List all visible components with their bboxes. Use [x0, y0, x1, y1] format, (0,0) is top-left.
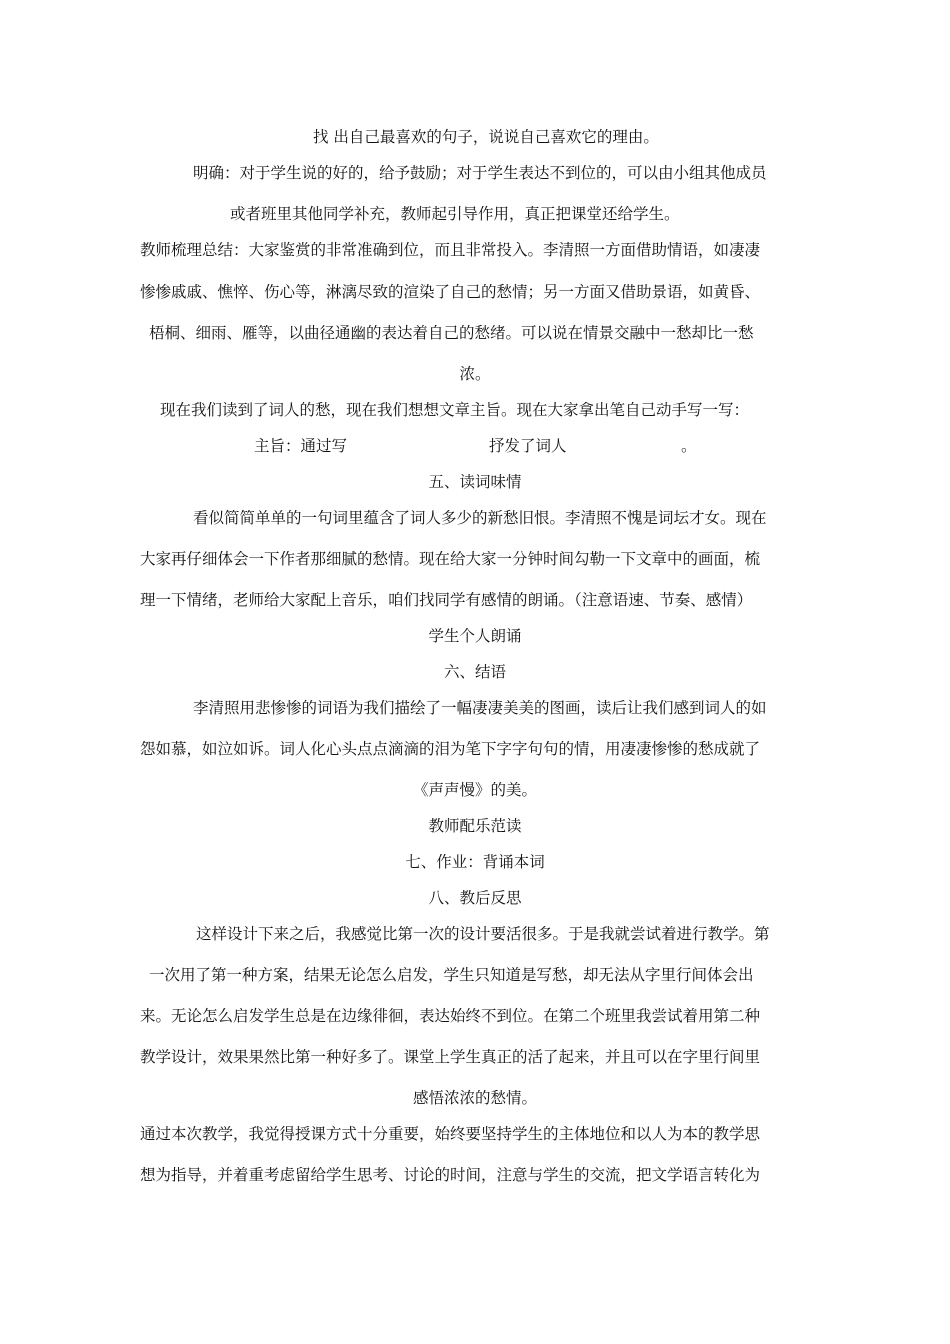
section-heading: 六、结语: [443, 663, 506, 681]
section-heading: 八、教后反思: [428, 889, 522, 907]
paragraph-line: 教学设计，效果果然比第一种好多了。课堂上学生真正的活了起来，并且可以在字里行间里: [140, 1048, 761, 1066]
paragraph-line: 学生个人朗诵: [428, 627, 522, 645]
paragraph-line: 大家再仔细体会一下作者那细腻的愁情。现在给大家一分钟时间勾勒一下文章中的画面，梳: [140, 550, 761, 568]
paragraph-line: 找 出自己最喜欢的句子，说说自己喜欢它的理由。: [313, 128, 659, 146]
paragraph-line: 教师梳理总结：大家鉴赏的非常准确到位，而且非常投入。李清照一方面借助情语，如凄凄: [140, 241, 761, 259]
paragraph-line: 想为指导，并着重考虑留给学生思考、讨论的时间，注意与学生的交流，把文学语言转化为: [140, 1166, 761, 1184]
paragraph-line: 感悟浓浓的愁情。: [412, 1089, 537, 1107]
paragraph-line: 一次用了第一种方案，结果无论怎么启发，学生只知道是写愁，却无法从字里行间体会出: [149, 966, 754, 984]
section-heading: 七、作业：背诵本词: [405, 853, 545, 871]
paragraph-line: 看似简简单单的一句词里蕴含了词人多少的新愁旧恨。李清照不愧是词坛才女。现在: [193, 509, 767, 527]
section-heading: 五、读词味情: [428, 473, 522, 491]
paragraph-line: 现在我们读到了词人的愁，现在我们想想文章主旨。现在大家拿出笔自己动手写一写：: [160, 401, 750, 419]
paragraph-line: 教师配乐范读: [428, 817, 522, 835]
paragraph-line: 惨惨戚戚、憔悴、伤心等，淋漓尽致的渲染了自己的愁情；另一方面又借助景语，如黄昏、: [140, 283, 761, 301]
paragraph-line: 明确：对于学生说的好的，给予鼓励；对于学生表达不到位的，可以由小组其他成员: [193, 164, 767, 182]
paragraph-line: 通过本次教学，我觉得授课方式十分重要，始终要坚持学生的主体地位和以人为本的教学思: [140, 1125, 761, 1143]
paragraph-line: 李清照用悲惨惨的词语为我们描绘了一幅凄凄美美的图画，读后让我们感到词人的如: [193, 699, 767, 717]
paragraph-line: 或者班里其他同学补充，教师起引导作用，真正把课堂还给学生。: [230, 205, 680, 223]
paragraph-line: 理一下情绪，老师给大家配上音乐，咱们找同学有感情的朗诵。（注意语速、节奏、感情）: [140, 591, 753, 609]
paragraph-line: 《声声慢》的美。: [412, 781, 537, 799]
summary-prompt-label: 主旨：通过写: [254, 437, 348, 455]
paragraph-line: 浓。: [459, 365, 491, 383]
summary-prompt-label: 抒发了词人: [489, 437, 567, 455]
paragraph-line: 来。无论怎么启发学生总是在边缘徘徊，表达始终不到位。在第二个班里我尝试着用第二种: [140, 1007, 761, 1025]
paragraph-line: 这样设计下来之后，我感觉比第一次的设计要活很多。于是我就尝试着进行教学。第: [196, 925, 770, 943]
summary-prompt-label: 。: [681, 437, 697, 455]
paragraph-line: 梧桐、细雨、雁等，以曲径通幽的表达着自己的愁绪。可以说在情景交融中一愁却比一愁: [149, 324, 754, 342]
paragraph-line: 怨如慕，如泣如诉。词人化心头点点滴滴的泪为笔下字字句句的情，用凄凄惨惨的愁成就了: [140, 740, 761, 758]
